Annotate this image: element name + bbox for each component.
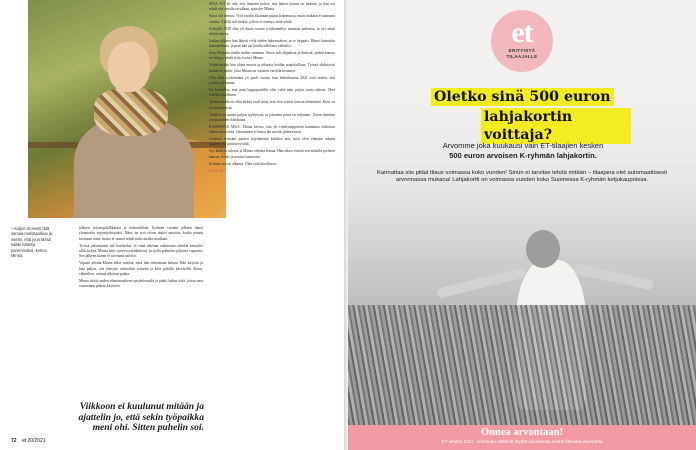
photo-woman-head bbox=[526, 230, 560, 268]
paragraph: Minna aloitti uuden elämänvaiheen opiskelemalla ja päätti hakea töitä, joissa oma osaaminen pääsee käyttöön. bbox=[79, 278, 203, 289]
paragraph: Vapaan aikana Minna alkoi miettiä, mitä hän oikeastaan haluaa. Hän kirjoitti ja luki paljon, otti yhteyttä vanhoihin ystäviin ja kävi pitkillä kävelyillä. Sitten, vähitellen, voimat alkoivat palata. bbox=[79, 261, 203, 276]
photo-face bbox=[108, 42, 150, 92]
subhead-line-2: 500 euron arvoisen K-ryhmän lahjakortin. bbox=[449, 151, 597, 160]
paragraph: Työnantajalla on ollut tärkeä rooli siinä, että olen voinut kasvaa tehtävääni. Kyse on luottamuksesta. bbox=[209, 100, 335, 110]
paragraph: Olin ollut työttömänä yli puoli vuotta, kun helmikuussa 2021 sain tiedon, että paikka oli minun. bbox=[209, 75, 335, 86]
subhead-line-1: Arvomme joka kuukausi vain ET-tilaajien kesken bbox=[442, 141, 604, 150]
footer-rules-link[interactable]: ET-lehden 2021 -arvonnan säännöt löydät osoitteesta etiehti.fi/kuukausiarvonta bbox=[441, 439, 603, 444]
headline-line-1: Oletko sinä 500 euron bbox=[431, 88, 614, 106]
paragraph: Tehtävässään hän ohjaa nuoria ja aikuisia heidän urapoluillaan. Työssä yhdistyvät kaikki ne taidot, joita Minna on vuosien varrella kerännyt. bbox=[209, 63, 335, 73]
paragraph: Nyt kesä on tulossa ja Minna odottaa lomaa. Hän aikoo viettää sen mökillä perheen kanssa, levätä ja nauttia luonnosta. bbox=[209, 149, 335, 159]
left-page bbox=[0, 0, 344, 450]
paragraph: Uudessa työssäni pääsen käyttämään kaikkea sitä, mitä olen elämäni aikana oppinut. Se tuntuu hyvältä. bbox=[209, 137, 335, 147]
badge-tag-line-1: ERITYISTÄ bbox=[508, 48, 536, 53]
paragraph: Sain Marjatin avulla uuden suunnan. Sitten tuli ohjauksia ja ihmisiä, joiden kanssa on helppo tehdä töitä, kertoo Minna. bbox=[209, 51, 335, 61]
article-column-left bbox=[79, 226, 203, 398]
pull-quote: Viikkoon ei kuulunut mitään ja ajattelin jo, että sekin työpaikka meni ohi. Sitten puhelin soi. bbox=[78, 401, 204, 434]
photo-caption: – Kuljen monesti tätä samaa metsäpolkua ja mietin, että juuri tässä kaikki kääntyi paremmaksi, kertoo Minna. bbox=[11, 226, 52, 259]
paragraph: RAMPPAUS AIKA: Minna kertoo, että yli viisikymppisenä kannattaa rohkeasti hakea uusia töitä. Osaaminen ei katoa iän myötä, päinvastoin. bbox=[209, 124, 335, 135]
section-lead: SINÄ AIT bbox=[209, 168, 226, 173]
ad-body-text: Kannattaa siis pitää tilaus voimassa koko vuoden! Sinun ei tarvitse tehdä mitään – tilaajana olet automaattisesti arvonnassa mukana! Lahjakortti on voimassa vuoden koko Suomessa K-ryhmän ketjukaupoissa. bbox=[376, 170, 668, 184]
photo-grass bbox=[348, 305, 696, 425]
paragraph: Joulun jälkeen hän lähetti vielä yhden hakemuksen, ja se tärppäsi. Hänet kutsuttiin haastatteluun, ja pian hän sai kuulla tulleensa valituksi. bbox=[209, 38, 335, 49]
paragraph: jälkeen myyntipäällikkönä ja esihenkilönä. Kolmen vuoden jälkeen hänet ylennettiin myyntijohtajaksi. Näin, ne työt olivat aluksi antoisia, koska pääsin luomaan uutta, mutta ei saanut tehdä niitä omalla tavallaan. bbox=[79, 226, 203, 241]
headline-line-2: lahjakortin voittaja? bbox=[481, 108, 631, 144]
ad-footer-bar bbox=[348, 425, 696, 450]
et-logo: et bbox=[511, 16, 533, 49]
photo-scarf bbox=[94, 88, 168, 136]
page-folio bbox=[11, 438, 46, 444]
photo-arm-right bbox=[574, 264, 654, 290]
footer-title: Onnea arvontaan! bbox=[481, 427, 563, 438]
article-column-middle bbox=[209, 2, 335, 444]
page-number: 72 bbox=[11, 438, 17, 444]
paragraph: Tehtävä on tuonut paljon tyydytystä, ja jokainen päivä on erilainen. Toisen ihmisen onnistuminen ilahduttaa. bbox=[209, 112, 335, 122]
paragraph: Työssä jaksaminen tuli koetteeksi, ei enää oikeaan ratkaisuun oikeilla keinoilla ollut kykyä. Minna kävi työterveyslääkärissä, ja siellä puhuttiin pitkästä vapaasta. Sen jälkeen hänen ei tarvinnut miettiä. bbox=[79, 243, 203, 259]
badge-tag-line-2: TILAAJALLE bbox=[506, 53, 538, 59]
ad-headline bbox=[431, 88, 631, 146]
paragraph: En kuvitellut, että uran loppupuolella olisi vielä näin paljon uutta edessä. Olen todella kiitollinen. bbox=[209, 87, 335, 98]
issue-label: et 20/2021 bbox=[21, 438, 46, 444]
paragraph: Sinut tuli kentuu. Työt vaadin aikanaan paljon hakemusta, mutta mikään ei tuntunut omalta. Välillä tuli hetkiä, jolloin ei tiennyt, mitä tehdä. bbox=[209, 14, 335, 24]
portrait-photo bbox=[28, 0, 226, 218]
paragraph: SINÄ AIT eli sitä, että ihminen kokee, että hänen työnsä on tärkeää, ja hän voi tehdä sitä omalla tavallaan, ajattelee Minna. bbox=[209, 2, 335, 12]
right-page-advert bbox=[348, 0, 696, 450]
et-subscriber-badge bbox=[491, 10, 553, 72]
paragraph: Syksyllä 2020 olin yli kuusi vuotta työskennellyt samassa paikassa, ja nyt minä aloitin alusta. bbox=[209, 26, 335, 36]
photo-arm-left bbox=[436, 267, 526, 298]
paragraph: Kolmas ura on alkanut. Olen siitä kiitollinen. bbox=[209, 161, 277, 166]
ad-subheadline bbox=[378, 141, 668, 161]
